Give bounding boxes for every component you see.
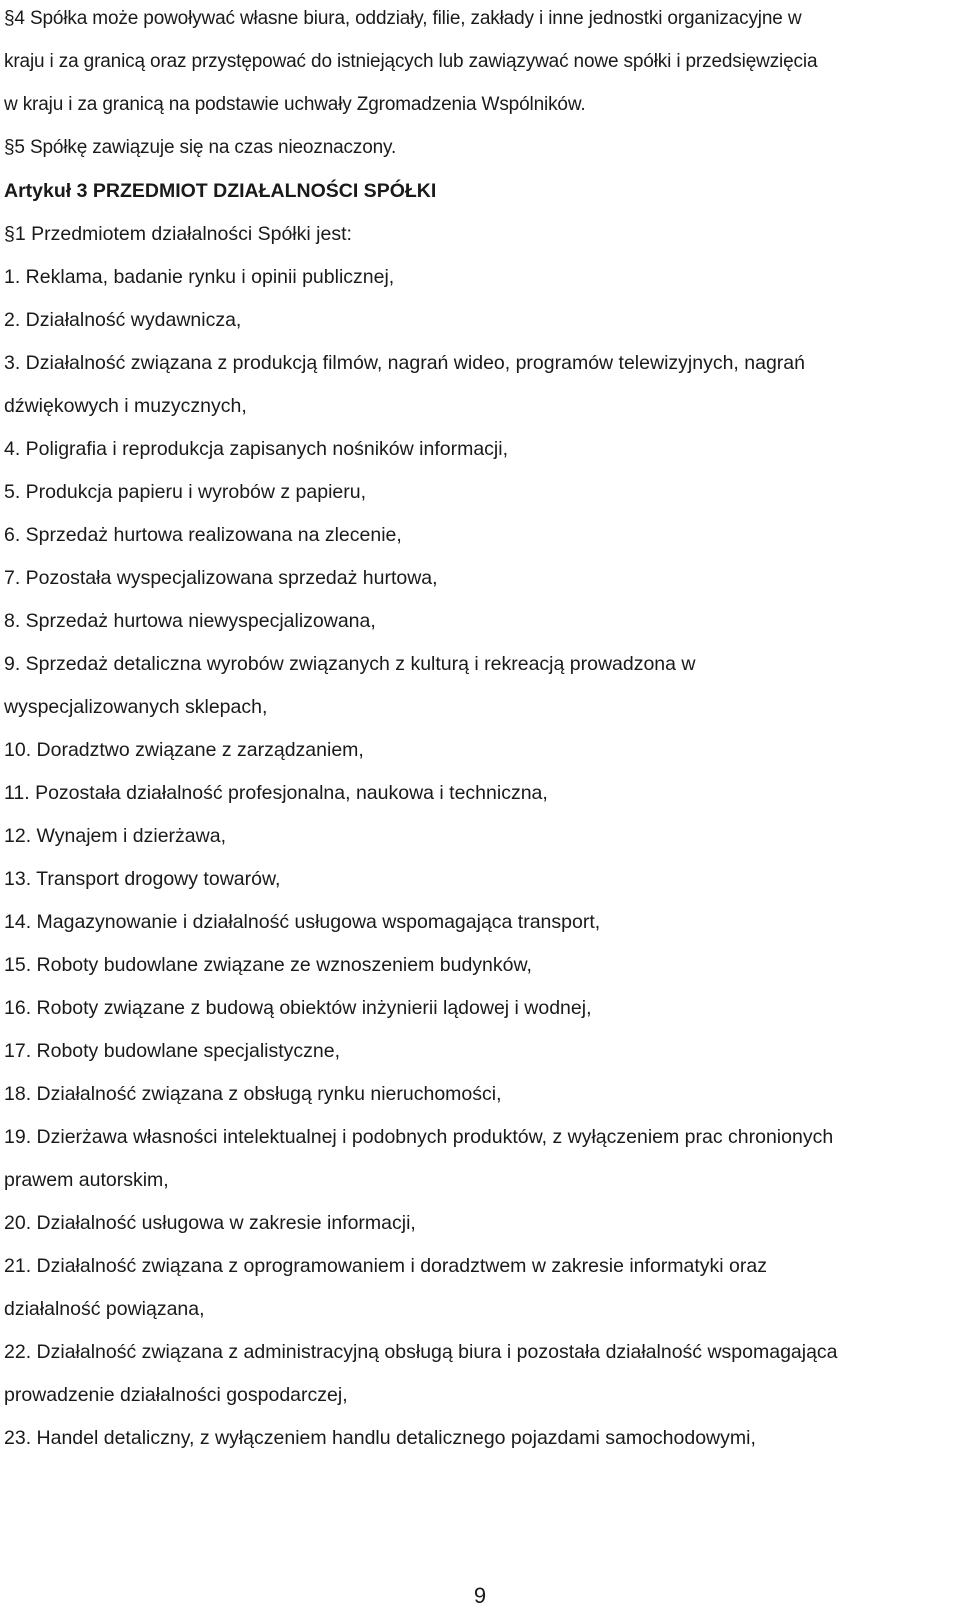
list-item-12: 12. Wynajem i dzierżawa, <box>4 825 226 847</box>
list-item-19-line-2: prawem autorskim, <box>4 1169 169 1191</box>
list-item-8: 8. Sprzedaż hurtowa niewyspecjalizowana, <box>4 610 376 632</box>
list-item-23: 23. Handel detaliczny, z wyłączeniem handlu detalicznego pojazdami samochodowymi, <box>4 1427 756 1449</box>
list-item-22-line-2: prowadzenie działalności gospodarczej, <box>4 1384 348 1406</box>
page-number: 9 <box>473 1583 487 1608</box>
list-item-2: 2. Działalność wydawnicza, <box>4 309 242 331</box>
list-item-17: 17. Roboty budowlane specjalistyczne, <box>4 1040 341 1062</box>
list-item-19-line-1: 19. Dzierżawa własności intelektualnej i podobnych produktów, z wyłączeniem prac chronionych <box>4 1126 834 1148</box>
paragraph-4-line-2: kraju i za granicą oraz przystępować do istniejących lub zawiązywać nowe spółki i przedsięwzięcia <box>4 51 818 72</box>
list-item-14: 14. Magazynowanie i działalność usługowa wspomagająca transport, <box>4 911 601 933</box>
paragraph-4-line-1: §4 Spółka może powoływać własne biura, oddziały, filie, zakłady i inne jednostki organizacyjne w <box>4 8 802 29</box>
article-heading: Artykuł 3 PRZEDMIOT DZIAŁALNOŚCI SPÓŁKI <box>4 180 437 202</box>
list-item-21-line-1: 21. Działalność związana z oprogramowaniem i doradztwem w zakresie informatyki oraz <box>4 1255 767 1277</box>
list-item-1: 1. Reklama, badanie rynku i opinii publicznej, <box>4 266 395 288</box>
paragraph-5: §5 Spółkę zawiązuje się na czas nieoznaczony. <box>4 137 397 158</box>
list-item-16: 16. Roboty związane z budową obiektów inżynierii lądowej i wodnej, <box>4 997 592 1019</box>
list-item-7: 7. Pozostała wyspecjalizowana sprzedaż hurtowa, <box>4 567 438 589</box>
list-item-18: 18. Działalność związana z obsługą rynku nieruchomości, <box>4 1083 502 1105</box>
list-item-20: 20. Działalność usługowa w zakresie informacji, <box>4 1212 416 1234</box>
paragraph-4-line-3: w kraju i za granicą na podstawie uchwały Zgromadzenia Wspólników. <box>4 94 586 115</box>
list-item-22-line-1: 22. Działalność związana z administracyjną obsługą biura i pozostała działalność wspomagająca <box>4 1341 838 1363</box>
list-item-6: 6. Sprzedaż hurtowa realizowana na zlecenie, <box>4 524 402 546</box>
list-item-21-line-2: działalność powiązana, <box>4 1298 205 1320</box>
list-item-9-line-2: wyspecjalizowanych sklepach, <box>4 696 268 718</box>
paragraph-1: §1 Przedmiotem działalności Spółki jest: <box>4 223 352 245</box>
list-item-3-line-1: 3. Działalność związana z produkcją filmów, nagrań wideo, programów telewizyjnych, nagrań <box>4 352 805 374</box>
list-item-5: 5. Produkcja papieru i wyrobów z papieru, <box>4 481 367 503</box>
list-item-4: 4. Poligrafia i reprodukcja zapisanych nośników informacji, <box>4 438 508 460</box>
list-item-9-line-1: 9. Sprzedaż detaliczna wyrobów związanych z kulturą i rekreacją prowadzona w <box>4 653 696 675</box>
list-item-3-line-2: dźwiękowych i muzycznych, <box>4 395 247 417</box>
list-item-13: 13. Transport drogowy towarów, <box>4 868 281 890</box>
list-item-10: 10. Doradztwo związane z zarządzaniem, <box>4 739 364 761</box>
list-item-11: 11. Pozostała działalność profesjonalna, naukowa i techniczna, <box>4 782 548 804</box>
list-item-15: 15. Roboty budowlane związane ze wznoszeniem budynków, <box>4 954 532 976</box>
